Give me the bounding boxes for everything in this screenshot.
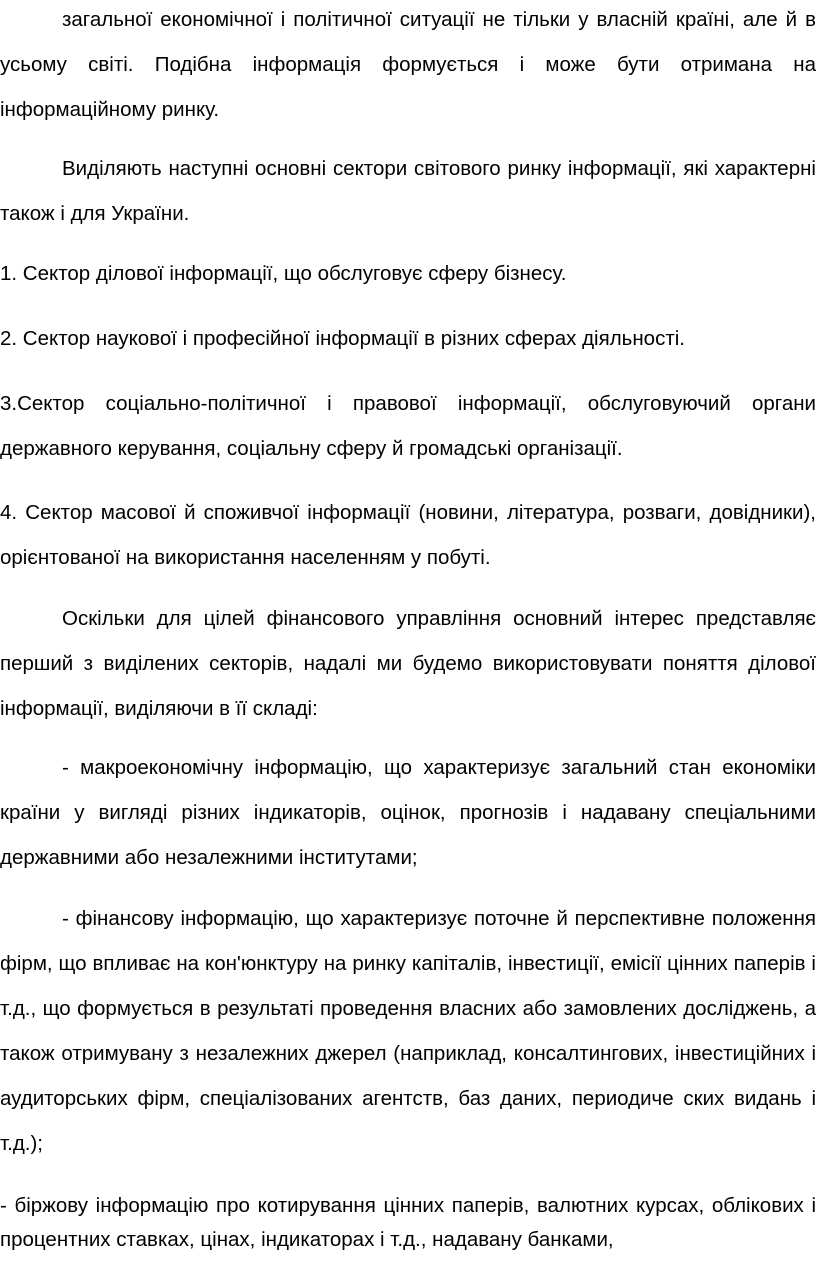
paragraph-continuation: загальної економічної і політичної ситуації не тільки у власній країні, але й в усьому світі. Подібна інформація формується і може бути отримана на інформаційному ринку. — [0, 8, 816, 121]
list-item-financial: - фінансову інформацію, що характеризує поточне й перспективне положення фірм, що впливає на кон'юнктуру на ринку капіталів, інвестиції, емісії цінних паперів і т.д., що формується в результаті проведення власних або замовлених досліджень, а також отримувану з незалежних джерел (наприклад, консалтингових, інвестиційних і аудиторських фірм, спеціалізованих агентств, баз даних, периодиче ских видань і т.д.); — [0, 907, 816, 1155]
paragraph-sectors-intro: Виділяють наступні основні сектори світового ринку інформації, які характерні також і для України. — [0, 157, 816, 225]
list-item-sector-1: 1. Сектор ділової інформації, що обслуговує сферу бізнесу. — [0, 262, 567, 285]
list-item-sector-2: 2. Сектор наукової і професійної інформації в різних сферах діяльності. — [0, 327, 685, 350]
list-item-sector-3: 3.Сектор соціально-політичної і правової інформації, обслуговуючий органи державного керування, соціальну сферу й громадські організації. — [0, 392, 816, 460]
list-item-macroeconomic: - макроекономічну інформацію, що характеризує загальний стан економіки країни у вигляді різних індикаторів, оцінок, прогнозів і надавану спеціальними державними або незалежними інститутами; — [0, 756, 816, 869]
paragraph-business-info: Оскільки для цілей фінансового управління основний інтерес представляє перший з виділених секторів, надалі ми будемо використовувати поняття ділової інформації, виділяючи в її складі: — [0, 607, 816, 720]
list-item-sector-4: 4. Сектор масової й споживчої інформації (новини, література, розваги, довідники), орієнтованої на використання населенням у побуті. — [0, 501, 816, 569]
list-item-exchange: - біржову інформацію про котирування цінних паперів, валютних курсах, облікових і процентних ставках, цінах, індикаторах і т.д., надавану банками, — [0, 1194, 816, 1251]
